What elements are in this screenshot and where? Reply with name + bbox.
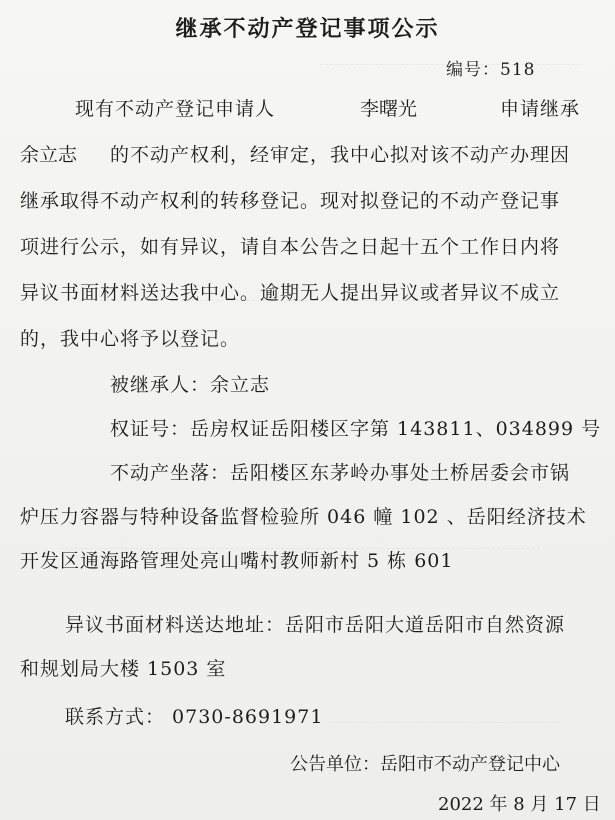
certificate-line: 权证号：岳房权证岳阳楼区字第 143811、034899 号 [110,418,602,440]
body-line-2: 的不动产权利，经审定，我中心拟对该不动产办理因 [110,144,571,166]
document-number-label: 编号： [446,60,500,80]
decedent-line: 被继承人：余立志 [110,374,271,396]
document-title: 继承不动产登记事项公示 [175,17,440,42]
body-line-4: 项进行公示，如有异议，请自本公告之日起十五个工作日内将 [20,236,561,258]
document-number [446,55,535,80]
address-line-1: 异议书面材料送达地址：岳阳市岳阳大道岳阳市自然资源 [65,614,566,636]
body-line-5: 异议书面材料送达我中心。逾期无人提出异议或者异议不成立 [20,282,561,304]
applicant-name: 李曙光 [360,98,418,120]
show-through-texture [330,722,560,724]
body-line-6: 的，我中心将予以登记。 [20,328,241,350]
body-line-3: 继承取得不动产权利的转移登记。现对拟登记的不动产登记事 [20,190,561,212]
contact-line: 联系方式： 0730-8691971 [65,706,324,728]
location-line-1: 不动产坐落：岳阳楼区东茅岭办事处土桥居委会市锅 [110,462,571,484]
issuer-line: 公告单位：岳阳市不动产登记中心 [290,754,560,775]
location-line-3: 开发区通海路管理处亮山嘴村教师新村 5 栋 601 [20,550,454,572]
decedent-name-inline: 余立志 [20,144,78,166]
body-line-1: 现有不动产登记申请人 [75,98,276,120]
address-line-2: 和规划局大楼 1503 室 [20,658,227,680]
location-line-2: 炉压力容器与特种设备监督检验所 046 幢 102 、岳阳经济技术 [20,506,587,528]
apply-phrase: 申请继承 [500,98,581,120]
date-line: 2022 年 8 月 17 日 [438,794,601,815]
document-number-value: 518 [500,60,536,80]
